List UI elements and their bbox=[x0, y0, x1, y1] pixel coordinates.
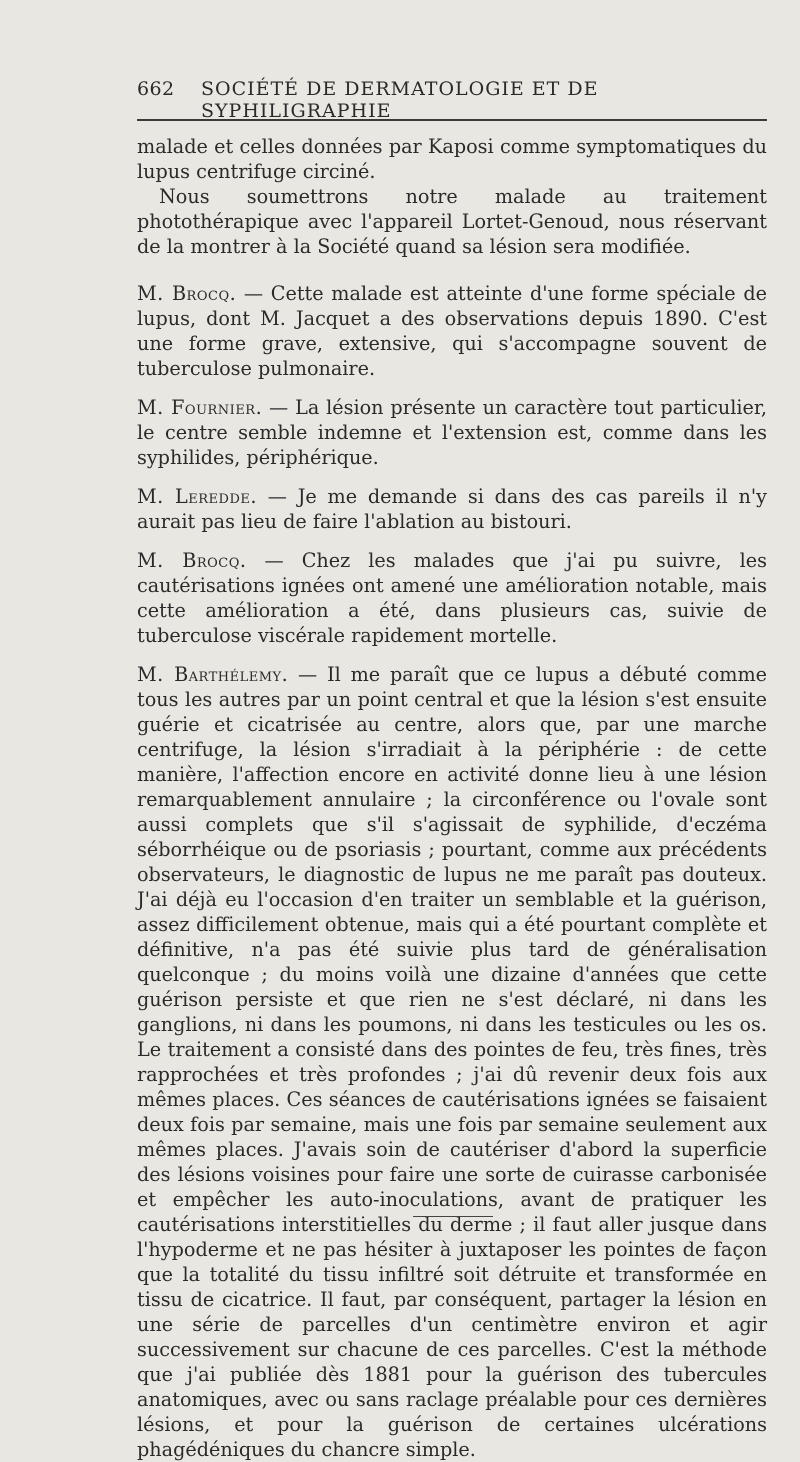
speaker-name: M. Brocq. bbox=[137, 549, 247, 572]
paragraph-text: — Cette malade est atteinte d'une forme spéciale de lupus, dont M. Jacquet a des observations depuis 1890. C'est une forme grave, extensive, qui s'accompagne souvent de tuberculose pulmonaire. bbox=[137, 282, 767, 380]
paragraph bbox=[137, 662, 767, 1462]
paragraph bbox=[137, 184, 767, 259]
paragraph-text: — Il me paraît que ce lupus a débuté comme tous les autres par un point central et que la lésion s'est ensuite guérie et cicatrisée au centre, alors que, par une marche centrifuge, la lésion s'irradiait à la périphérie : de cette manière, l'affection encore en activité donne lieu à une lésion remarquablement annulaire ; la circonférence ou l'ovale sont aussi complets que s'il s'agissait de syphilide, d'eczéma séborrhéique ou de psoriasis ; pourtant, comme aux précédents observateurs, le diagnostic de lupus ne me paraît pas douteux. J'ai déjà eu l'occasion d'en traiter un semblable et la guérison, assez difficilement obtenue, mais qui a été pourtant complète et définitive, n'a pas été suivie plus tard de généralisation quelconque ; du moins voilà une dizaine d'années que cette guérison persiste et que rien ne s'est déclaré, ni dans les ganglions, ni dans les poumons, ni dans les testicules ou les os. Le traitement a consisté dans des pointes de feu, très fines, très rapprochées et très profondes ; j'ai dû revenir deux fois aux mêmes places. Ces séances de cautérisations ignées se faisaient deux fois par semaine, mais une fois par semaine seulement aux mêmes places. J'avais soin de cautériser d'abord la superficie des lésions voisines pour faire une sorte de cuirasse carbonisée et empêcher les auto-inoculations, avant de pratiquer les cautérisations interstitielles du derme ; il faut aller jusque dans l'hypoderme et ne pas hésiter à juxtaposer les pointes de façon que la totalité du tissu infiltré soit détruite et transformée en tissu de cicatrice. Il faut, par conséquent, partager la lésion en une série de parcelles d'un centimètre environ et agir successivement sur chacune de ces parcelles. C'est la méthode que j'ai publiée dès 1881 pour la guérison des tubercules anatomiques, avec ou sans raclage préalable pour ces dernières lésions, et pour la guérison de certaines ulcérations phagédéniques du chancre simple. bbox=[137, 663, 767, 1461]
closing-rule bbox=[413, 1216, 493, 1217]
speaker-name: M. Barthélemy. bbox=[137, 663, 289, 686]
paragraph bbox=[137, 281, 767, 381]
paragraph-text: malade et celles données par Kaposi comme symptomatiques du lupus centrifuge circiné. bbox=[137, 135, 767, 183]
paragraph bbox=[137, 484, 767, 534]
speaker-name: M. Leredde. bbox=[137, 485, 257, 508]
paragraph-text: Nous soumettrons notre malade au traitement photothérapique avec l'appareil Lortet-Genoud, nous réservant de la montrer à la Société quand sa lésion sera modifiée. bbox=[137, 185, 767, 258]
paragraph-text: — La lésion présente un caractère tout particulier, le centre semble indemne et l'extension est, comme dans les syphilides, périphérique. bbox=[137, 396, 767, 469]
running-header bbox=[137, 78, 767, 122]
speaker-name: M. Fournier. bbox=[137, 396, 263, 419]
page-number: 662 bbox=[137, 78, 175, 100]
body-text bbox=[137, 134, 767, 1462]
speaker-name: M. Brocq. bbox=[137, 282, 237, 305]
paragraph bbox=[137, 395, 767, 470]
running-title: SOCIÉTÉ DE DERMATOLOGIE ET DE SYPHILIGRAPHIE bbox=[201, 78, 599, 122]
paragraph-text: — Chez les malades que j'ai pu suivre, les cautérisations ignées ont amené une amélioration notable, mais cette amélioration a été, dans plusieurs cas, suivie de tuberculose viscérale rapidement mortelle. bbox=[137, 549, 767, 647]
paragraph bbox=[137, 548, 767, 648]
paragraph bbox=[137, 134, 767, 184]
paragraph-text: — Je me demande si dans des cas pareils il n'y aurait pas lieu de faire l'ablation au bistouri. bbox=[137, 485, 767, 533]
header-rule bbox=[137, 119, 767, 121]
